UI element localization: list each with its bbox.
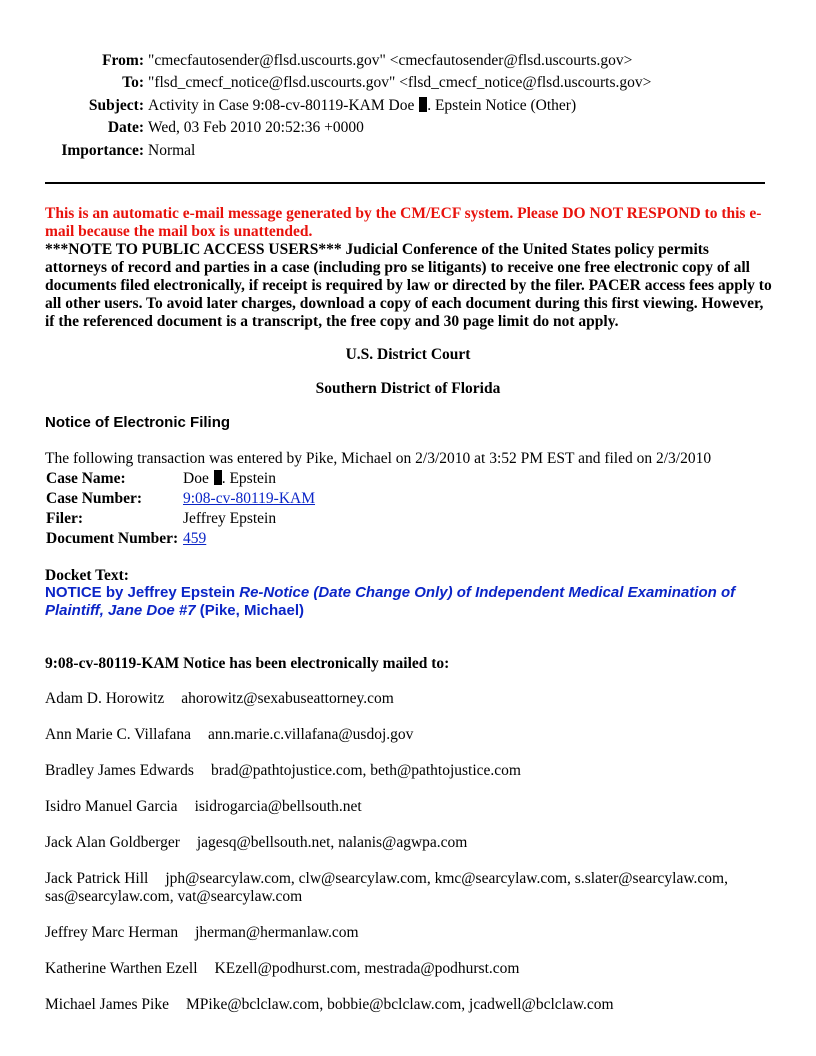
court-name: U.S. District Court: [345, 346, 471, 363]
list-item: [45, 726, 775, 762]
recipient-name: Isidro Manuel Garcia: [45, 798, 178, 815]
email-header: [45, 50, 651, 162]
filer-value: Jeffrey Epstein: [183, 510, 277, 527]
from-value: "cmecfautosender@flsd.uscourts.gov" <cmecfautosender@flsd.uscourts.gov>: [148, 52, 633, 69]
recipient-list: [45, 690, 775, 1032]
recipient-name: Jack Alan Goldberger: [45, 834, 180, 851]
list-item: [45, 834, 775, 870]
list-item: [45, 870, 775, 924]
list-item: [45, 924, 775, 960]
recipient-name: Jack Patrick Hill: [45, 870, 149, 887]
subject-value: [148, 95, 651, 117]
document-number-row: [45, 529, 315, 549]
mailed-to-heading: 9:08-cv-80119-KAM Notice has been electronically mailed to:: [45, 655, 450, 672]
case-details: [45, 469, 315, 549]
recipient-emails: brad@pathtojustice.com, beth@pathtojustice.com: [210, 762, 521, 779]
case-number-link[interactable]: 9:08-cv-80119-KAM: [183, 490, 316, 507]
date-value: Wed, 03 Feb 2010 20:52:36 +0000: [148, 119, 364, 137]
subject-text-end: . Epstein Notice (Other): [427, 96, 577, 114]
public-access-note: ***NOTE TO PUBLIC ACCESS USERS*** Judicial Conference of the United States policy permits attorneys of record and parties in a case (including pro se litigants) to receive one free electronic copy of all documents filed electronically, if receipt is required by law or directed by the filer. PACER access fees apply to all other users. To avoid later charges, download a copy of each document during this first viewing. However, if the referenced document is a transcript, the free copy and 30 page limit do not apply.: [45, 241, 772, 330]
to-row: [45, 72, 651, 94]
date-row: [45, 117, 651, 139]
document-number-label: Document Number:: [46, 530, 179, 547]
recipient-name: Michael James Pike: [45, 996, 169, 1013]
recipient-emails: jagesq@bellsouth.net, nalanis@agwpa.com: [196, 834, 468, 851]
recipient-emails: ahorowitz@sexabuseattorney.com: [181, 690, 394, 707]
docket-prefix: NOTICE by Jeffrey Epstein: [45, 584, 236, 601]
docket-suffix: (Pike, Michael): [199, 602, 304, 619]
recipient-emails: jherman@hermanlaw.com: [195, 924, 359, 941]
importance-row: [45, 140, 651, 162]
case-name-start: Doe: [183, 470, 209, 487]
auto-warning: This is an automatic e-mail message generated by the CM/ECF system. Please DO NOT RESPOND to this e-mail because the mail box is unattended.: [45, 205, 762, 240]
from-row: [45, 50, 651, 72]
recipient-name: Bradley James Edwards: [45, 762, 194, 779]
from-label: From:: [102, 52, 144, 69]
case-number-label: Case Number:: [46, 490, 142, 507]
docket-title: Re-Notice (Date Change Only) of Independent Medical Examination of Plaintiff, Jane Doe #7: [45, 584, 736, 619]
case-name-end: . Epstein: [221, 470, 276, 487]
transaction-line: The following transaction was entered by Pike, Michael on 2/3/2010 at 3:52 PM EST and filed on 2/3/2010: [45, 450, 712, 467]
list-item: [45, 996, 775, 1032]
list-item: [45, 798, 775, 834]
nef-title: Notice of Electronic Filing: [45, 414, 231, 431]
redaction-block: [419, 97, 427, 112]
subject-text-start: Activity in Case 9:08-cv-80119-KAM Doe: [148, 96, 415, 114]
recipient-emails: jph@searcylaw.com, clw@searcylaw.com, kmc@searcylaw.com, s.slater@searcylaw.com, sas@searcylaw.com, vat@searcylaw.com: [45, 870, 728, 905]
recipient-emails: isidrogarcia@bellsouth.net: [194, 798, 362, 815]
court-district: Southern District of Florida: [315, 380, 501, 397]
importance-label: Importance:: [61, 141, 144, 159]
subject-row: [45, 95, 651, 117]
recipient-emails: ann.marie.c.villafana@usdoj.gov: [208, 726, 414, 743]
recipient-name: Jeffrey Marc Herman: [45, 924, 179, 941]
list-item: [45, 960, 775, 996]
filer-label: Filer:: [46, 510, 84, 527]
header-divider: [45, 182, 765, 184]
recipient-name: Adam D. Horowitz: [45, 690, 165, 707]
redaction-block: [214, 470, 222, 485]
recipient-emails: KEzell@podhurst.com, mestrada@podhurst.com: [214, 960, 520, 977]
recipient-name: Katherine Warthen Ezell: [45, 960, 198, 977]
case-name-value: [183, 469, 315, 489]
docket-text: [45, 584, 785, 620]
recipient-emails: MPike@bclclaw.com, bobbie@bclclaw.com, jcadwell@bclclaw.com: [185, 996, 614, 1013]
filer-row: [45, 509, 315, 529]
recipient-name: Ann Marie C. Villafana: [45, 726, 191, 743]
date-label: Date:: [107, 119, 144, 137]
to-label: To:: [122, 74, 144, 92]
list-item: [45, 690, 775, 726]
case-number-row: [45, 489, 315, 509]
notice-block: [45, 205, 773, 331]
docket-text-label: Docket Text:: [45, 567, 129, 584]
document-number-link[interactable]: 459: [183, 530, 207, 547]
case-name-row: [45, 469, 315, 489]
to-value: "flsd_cmecf_notice@flsd.uscourts.gov" <flsd_cmecf_notice@flsd.uscourts.gov>: [148, 74, 652, 92]
case-name-label: Case Name:: [46, 470, 126, 487]
subject-label: Subject:: [88, 96, 144, 114]
importance-value: Normal: [148, 141, 196, 159]
list-item: [45, 762, 775, 798]
